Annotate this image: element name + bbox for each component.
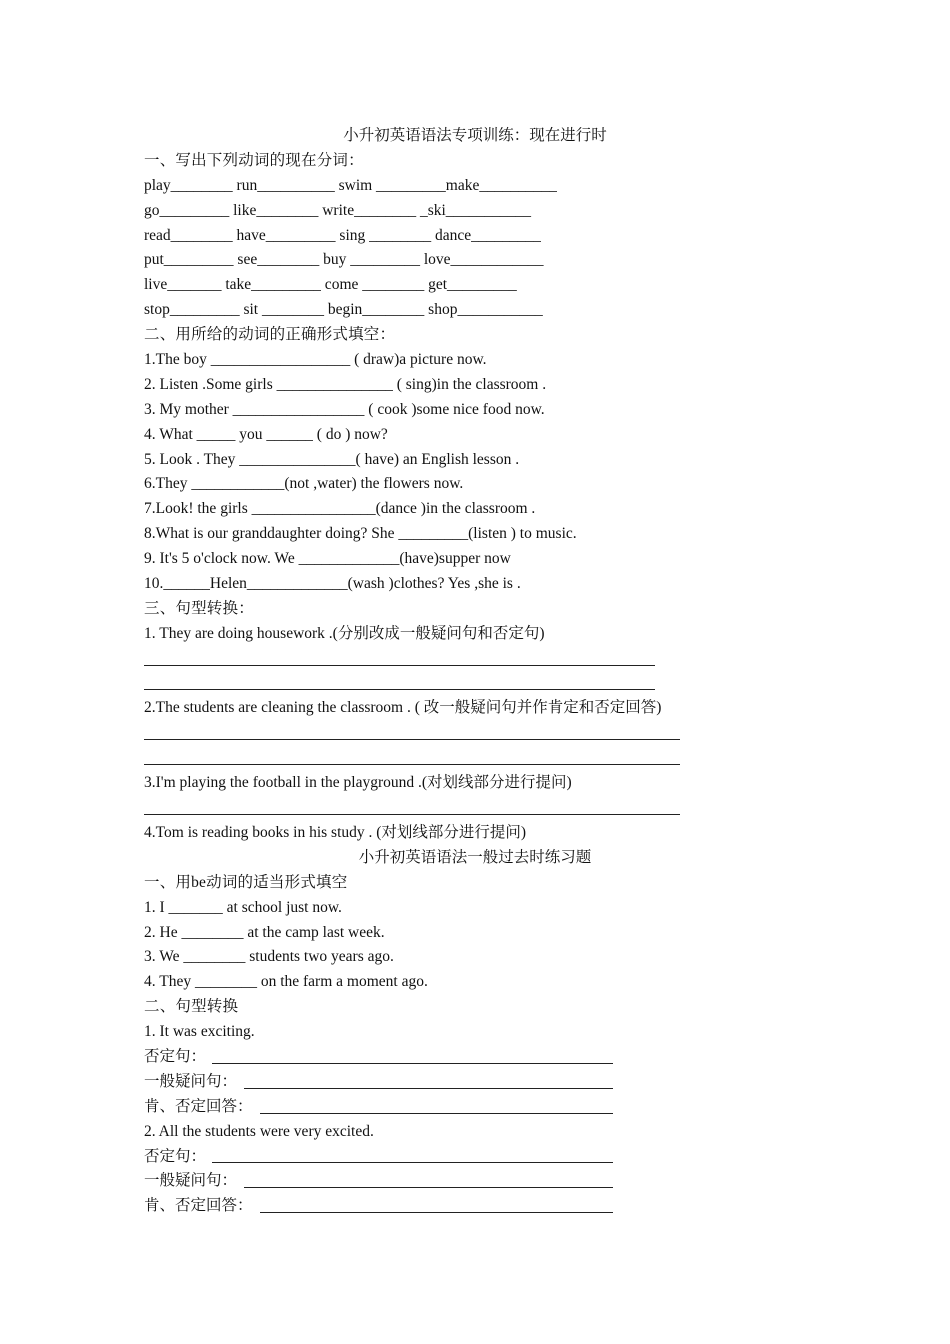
- answer-line: [212, 1162, 613, 1163]
- answer-line: [244, 1088, 613, 1089]
- fill-item: 10.______Helen_____________(wash )clothes? Yes ,she is .: [144, 575, 521, 593]
- transform-item: 3.I'm playing the football in the playground .(对划线部分进行提问): [144, 774, 572, 792]
- be-item: 2. He ________ at the camp last week.: [144, 923, 385, 941]
- fill-item: 6.They ____________(not ,water) the flowers now.: [144, 475, 464, 493]
- answer-line: [144, 746, 824, 771]
- fill-item: 3. My mother _________________ ( cook )some nice food now.: [144, 400, 545, 418]
- be-item: 1. I _______ at school just now.: [144, 898, 342, 916]
- answer-line: [244, 1187, 613, 1188]
- sentence-item: 2. All the students were very excited.: [144, 1122, 374, 1140]
- worksheet-page: [144, 124, 824, 1219]
- transform-item: 4.Tom is reading books in his study . (对划线部分进行提问): [144, 823, 527, 841]
- answer-line: [144, 647, 824, 672]
- negative-label: 否定句：: [144, 1047, 207, 1065]
- verb-row: go_________ like________ write________ _ski___________: [144, 201, 532, 219]
- verb-row: stop_________ sit ________ begin________ shop___________: [144, 301, 543, 319]
- part2-heading: 二、用所给的动词的正确形式填空：: [144, 326, 396, 344]
- part1-heading: 一、写出下列动词的现在分词：: [144, 151, 364, 169]
- answer-line: [260, 1212, 613, 1213]
- be-verb-heading: 一、用be动词的适当形式填空: [144, 873, 348, 891]
- negative-answer-row: [144, 1045, 824, 1070]
- fill-item: 4. What _____ you ______ ( do ) now?: [144, 425, 388, 443]
- transform-item: 2.The students are cleaning the classroom . ( 改一般疑问句并作肯定和否定回答): [144, 699, 662, 717]
- question-answer-row: [144, 1070, 824, 1095]
- fill-item: 5. Look . They _______________( have) an English lesson .: [144, 450, 520, 468]
- be-item: 3. We ________ students two years ago.: [144, 948, 394, 966]
- fill-item: 1.The boy __________________ ( draw)a picture now.: [144, 351, 487, 369]
- fill-item: 2. Listen .Some girls _______________ ( sing)in the classroom .: [144, 375, 547, 393]
- answer-line: [144, 796, 824, 821]
- part3-heading: 三、句型转换：: [144, 599, 254, 617]
- yes-no-answer-row: [144, 1194, 824, 1219]
- question-answer-row: [144, 1169, 824, 1194]
- negative-answer-row: [144, 1145, 824, 1170]
- answer-label: 肯、否定回答：: [144, 1097, 253, 1115]
- verb-row: put_________ see________ buy _________ love____________: [144, 251, 544, 269]
- fill-item: 9. It's 5 o'clock now. We _____________(have)supper now: [144, 550, 511, 568]
- be-item: 4. They ________ on the farm a moment ago.: [144, 973, 428, 991]
- sentence-item: 1. It was exciting.: [144, 1023, 255, 1041]
- verb-row: live_______ take_________ come ________ get_________: [144, 276, 517, 294]
- question-label: 一般疑问句：: [144, 1172, 238, 1190]
- negative-label: 否定句：: [144, 1147, 207, 1165]
- answer-label: 肯、否定回答：: [144, 1197, 253, 1215]
- worksheet-title-present-continuous: 小升初英语语法专项训练：现在进行时: [343, 127, 607, 144]
- answer-line: [144, 672, 824, 697]
- answer-line: [260, 1113, 613, 1114]
- worksheet-title-past-tense: 小升初英语语法一般过去时练习题: [358, 848, 592, 866]
- fill-item: 8.What is our granddaughter doing? She _________(listen ) to music.: [144, 525, 577, 543]
- answer-line: [144, 721, 824, 746]
- question-label: 一般疑问句：: [144, 1072, 238, 1090]
- verb-row: read________ have_________ sing ________ dance_________: [144, 226, 541, 244]
- yes-no-answer-row: [144, 1095, 824, 1120]
- transform-item: 1. They are doing housework .(分别改成一般疑问句和否定句): [144, 624, 545, 642]
- sentence-transform-heading: 二、句型转换: [144, 998, 239, 1016]
- verb-row: play________ run__________ swim _________make__________: [144, 176, 557, 194]
- answer-line: [212, 1063, 613, 1064]
- fill-item: 7.Look! the girls ________________(dance )in the classroom .: [144, 500, 536, 518]
